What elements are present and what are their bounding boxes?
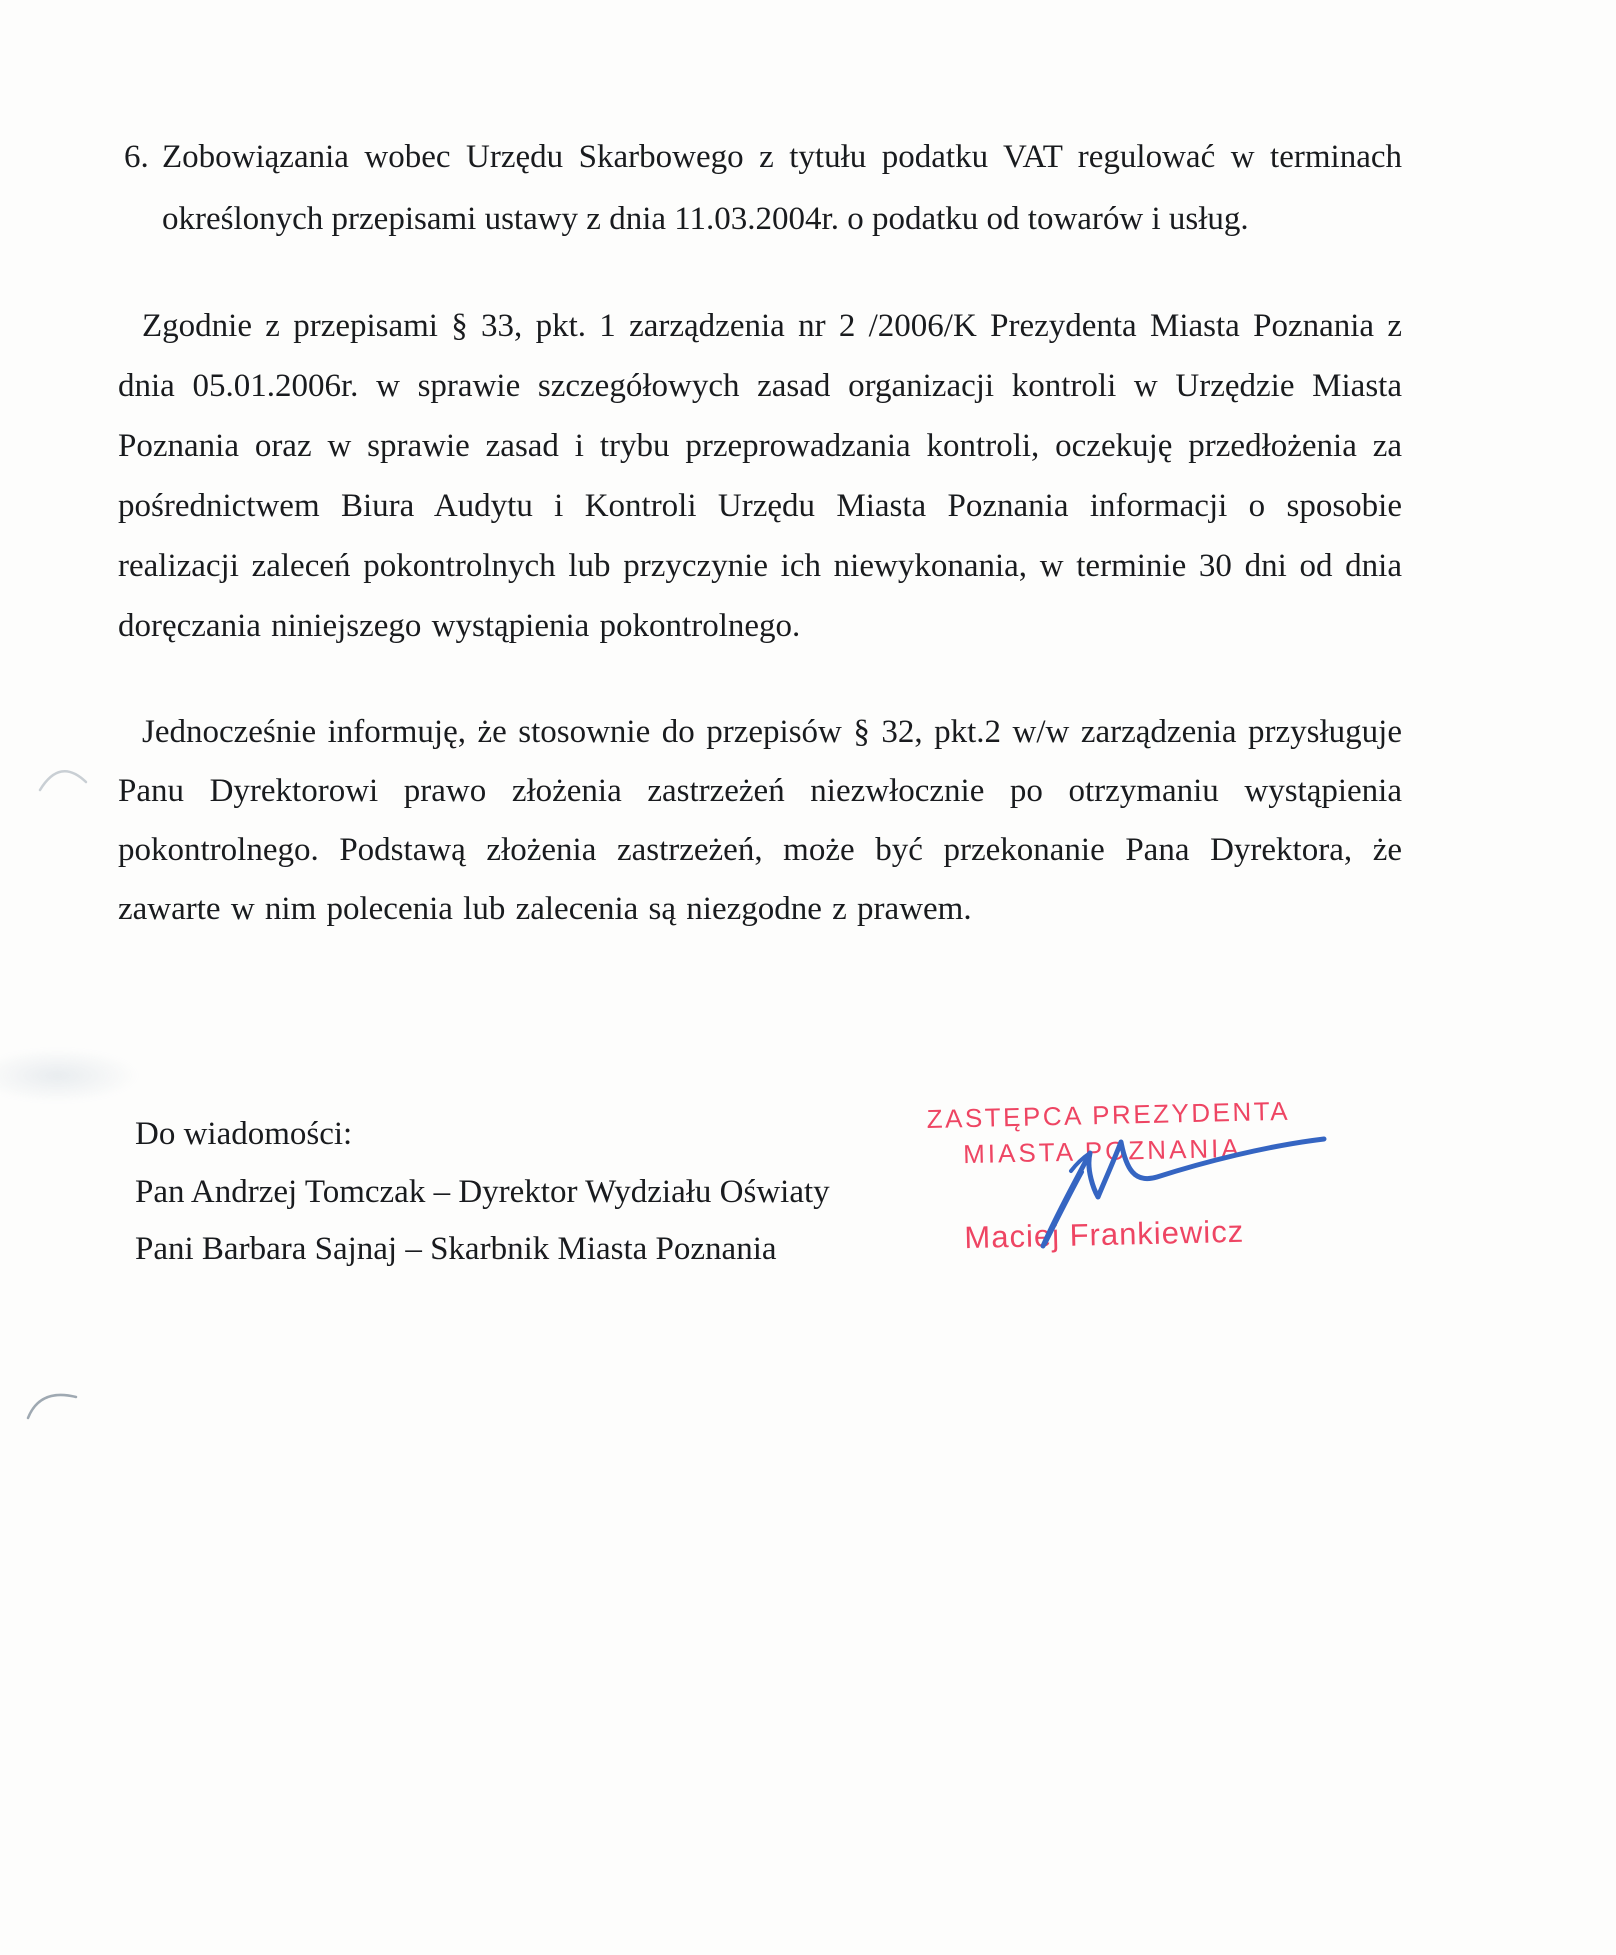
- list-item-6: [118, 126, 1402, 250]
- scan-smudge-artifact: [0, 1048, 140, 1103]
- paragraph-zalecenia: Zgodnie z przepisami § 33, pkt. 1 zarządzenia nr 2 /2006/K Prezydenta Miasta Poznania z dnia 05.01.2006r. w sprawie szczegółowych zasad organizacji kontroli w Urzędzie Miasta Poznania oraz w sprawie zasad i trybu przeprowadzania kontroli, oczekuję przedłożenia za pośrednictwem Biura Audytu i Kontroli Urzędu Miasta Poznania informacji o sposobie realizacji zaleceń pokontrolnych lub przyczynie ich niewykonania, w terminie 30 dni od dnia doręczania niniejszego wystąpienia pokontrolnego.: [118, 308, 1402, 644]
- stamp-title-line-1: ZASTĘPCA PREZYDENTA: [926, 1095, 1291, 1134]
- list-item-number: 6.: [124, 139, 149, 175]
- handwritten-signature: [1043, 1139, 1324, 1246]
- distribution-heading: Do wiadomości:: [135, 1116, 353, 1152]
- stamp-name: Maciej Frankiewicz: [964, 1213, 1245, 1256]
- distribution-recipient-2: Pani Barbara Sajnaj – Skarbnik Miasta Poznania: [135, 1231, 777, 1267]
- distribution-list: [135, 1106, 830, 1279]
- stamp-title-line-2: MIASTA POZNANIA: [962, 1132, 1243, 1170]
- list-item-text: Zobowiązania wobec Urzędu Skarbowego z tytułu podatku VAT regulować w terminach określonych przepisami ustawy z dnia 11.03.2004r. o podatku od towarów i usług.: [162, 139, 1402, 237]
- distribution-recipient-1: Pan Andrzej Tomczak – Dyrektor Wydziału Oświaty: [135, 1173, 830, 1210]
- official-stamp: [926, 1095, 1291, 1257]
- paragraph-zastrzezenia: Jednocześnie informuję, że stosownie do przepisów § 32, pkt.2 w/w zarządzenia przysługuje Panu Dyrektorowi prawo złożenia zastrzeżeń niezwłocznie po otrzymaniu wystąpienia pokontrolnego. Podstawą złożenia zastrzeżeń, może być przekonanie Pana Dyrektora, że zawarte w nim polecenia lub zalecenia są niezgodne z prawem.: [118, 714, 1402, 927]
